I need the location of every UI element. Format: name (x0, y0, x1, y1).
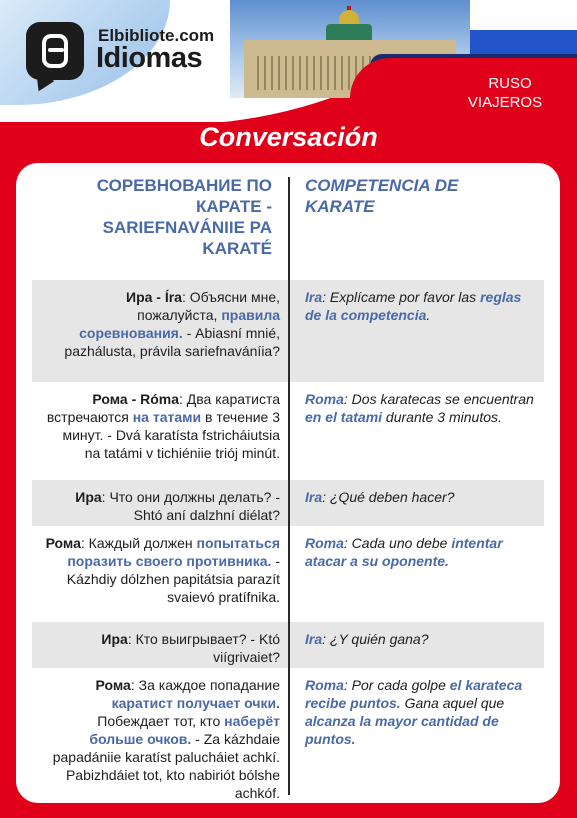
speaker-name: Ira (305, 489, 323, 505)
dialogue-text: : Кто выигрывает? - Któ viígrivaiet? (127, 631, 280, 665)
dialogue-text: - Za kázhdaie papadániie karatíst palucháiet achkí. Pabizhdáiet tot, kto nabiriót bólshe achkóf. (52, 731, 280, 801)
column-divider (288, 177, 290, 795)
spanish-line (305, 534, 539, 570)
highlighted-phrase: попытаться поразить своего противника. (67, 535, 280, 569)
level-label: VIAJEROS (467, 94, 543, 111)
speaker-name: Ira (305, 631, 323, 647)
spanish-line (305, 390, 539, 426)
spanish-line (305, 488, 539, 506)
spanish-line (305, 630, 539, 648)
spanish-line (305, 676, 539, 748)
dialogue-text: : Dos karatecas se encuentran (343, 391, 534, 407)
page-header (0, 0, 577, 122)
dialogue-text: : За каждое попадание (130, 677, 280, 693)
dialogue-text: : ¿Qué deben hacer? (322, 489, 455, 505)
dialogue-text: - Abiasní mnié, pazhálusta, právila sariefnaváníia? (64, 325, 280, 359)
highlighted-phrase: правила соревнования. (79, 307, 280, 341)
speaker-name: Ira (305, 289, 323, 305)
dialogue-text: - Kázhdiy dólzhen papitátsia parazít svaievó pratífnika. (66, 553, 280, 605)
speaker-name: Ира (101, 631, 128, 647)
russian-line (44, 488, 280, 524)
dialogue-text: : Каждый должен (80, 535, 197, 551)
page-title: Conversación (199, 122, 378, 152)
dialogue-text: : Объясни мне, пожалуйста, (137, 289, 280, 323)
language-label: RUSO (488, 75, 532, 92)
russian-line (44, 630, 280, 666)
speaker-name: Roma (305, 677, 344, 693)
speaker-name: Рома - Róma (92, 391, 180, 407)
speaker-name: Roma (305, 535, 344, 551)
dialogue-text: : Explícame por favor las (322, 289, 481, 305)
russian-line (44, 288, 280, 360)
russian-line (44, 390, 280, 462)
speaker-name: Рома (45, 535, 81, 551)
dialogue-text: в течение 3 минут. - Dvá karatísta fstricháiutsia na tatámi v tichiéniie triój minút. (62, 409, 280, 461)
highlighted-phrase: el karateca recibe puntos. (305, 677, 523, 711)
highlighted-phrase: reglas de la competencia (305, 289, 522, 323)
highlighted-phrase: каратист получает очки. (111, 695, 280, 711)
speaker-name: Ира - Íra (126, 289, 182, 305)
dialogue-text: . (426, 307, 431, 323)
highlighted-phrase: на татами (132, 409, 202, 425)
site-name: Elbibliote.com (98, 26, 215, 45)
highlighted-phrase: en el tatami (305, 409, 383, 425)
conversation-card (16, 163, 560, 803)
dialogue-text: : Что они должны делать? - Shtó aní dalzhní diélat? (101, 489, 280, 523)
dialogue-text: : Cada uno debe (343, 535, 452, 551)
brand-name: Idiomas (96, 42, 203, 74)
speech-bubble-e-icon (26, 22, 84, 80)
heading-spanish: COMPETENCIA DE KARATE (305, 176, 459, 216)
speaker-name: Ира (75, 489, 102, 505)
russian-line (44, 676, 280, 802)
dialogue-text: : ¿Y quién gana? (322, 631, 429, 647)
dialogue-text: durante 3 minutos. (382, 409, 502, 425)
russian-line (44, 534, 280, 606)
highlighted-phrase: alcanza la mayor cantidad de puntos. (305, 713, 499, 747)
dialogue-text: Gana aquel que (400, 695, 505, 711)
dialogue-text: Побеждает тот, кто (97, 713, 225, 729)
header-level-tab (350, 58, 577, 122)
spanish-line (305, 288, 539, 324)
dialogue-text: : Два каратиста встречаются (46, 391, 280, 425)
highlighted-phrase: intentar atacar a su oponente. (305, 535, 503, 569)
speaker-name: Roma (305, 391, 344, 407)
speaker-name: Рома (95, 677, 131, 693)
dialogue-text: : Por cada golpe (343, 677, 450, 693)
heading-russian: СОРЕВНОВАНИЕ ПО КАРАТЕ - SARIEFNAVÁNIIE PA KARATÉ (96, 176, 272, 258)
highlighted-phrase: наберёт больше очков. (89, 713, 280, 747)
